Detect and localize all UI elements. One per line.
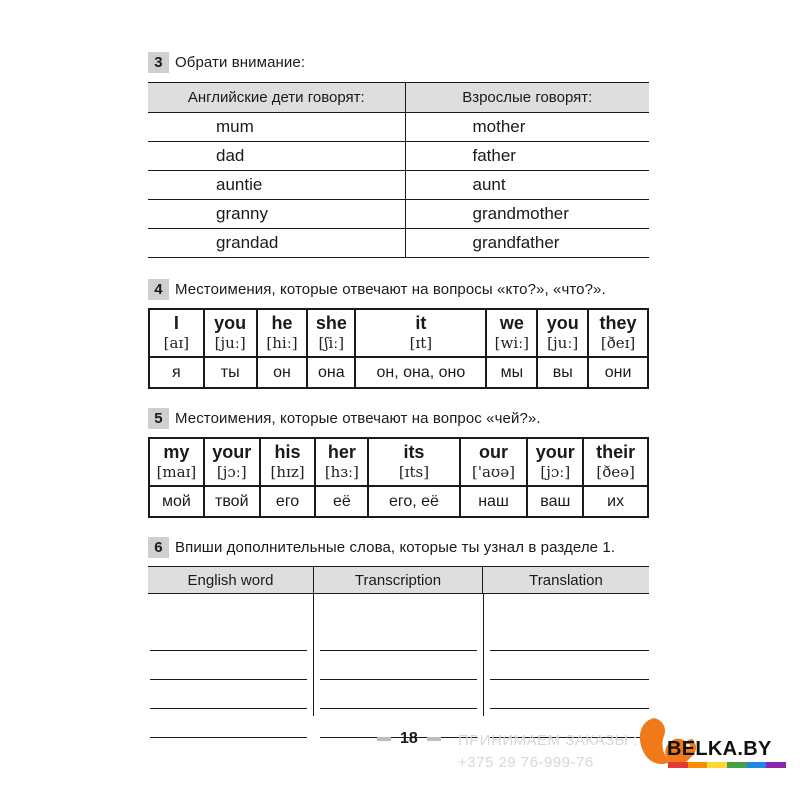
pronoun-transcription: [juː] <box>547 334 579 352</box>
pronoun-cell <box>486 309 537 357</box>
new-words-header <box>148 566 649 594</box>
pronoun-cell <box>460 438 528 486</box>
english-word-header: English word <box>148 567 314 593</box>
pronoun-cell <box>204 309 257 357</box>
pronoun-translation: вы <box>537 357 588 388</box>
exercise-5-number: 5 <box>148 408 169 429</box>
exercise-5-heading <box>148 408 541 429</box>
pronoun-cell <box>527 438 583 486</box>
table-row <box>148 171 649 200</box>
child-word: grandad <box>148 229 405 258</box>
table-row <box>148 229 649 258</box>
pronoun-transcription: [jɔː] <box>540 463 571 481</box>
child-word: dad <box>148 142 405 171</box>
child-word: mum <box>148 113 405 142</box>
exercise-6-number: 6 <box>148 537 169 558</box>
pronoun-transcription: [ɪt] <box>409 334 433 352</box>
pronoun-translation: мы <box>486 357 537 388</box>
page-number-dash-left <box>377 737 391 741</box>
pronoun-cell <box>149 438 204 486</box>
pronoun-translation: они <box>588 357 648 388</box>
pronoun-transcription: [juː] <box>214 334 246 352</box>
logo-text: BELKA.BY <box>667 738 772 760</box>
pronoun-transcription: [ðeɪ] <box>600 334 636 352</box>
watermark-line-2: +375 29 76-999-76 <box>458 754 594 771</box>
pronoun-word: its <box>403 442 425 462</box>
logo-stripes <box>668 762 786 768</box>
personal-pronouns-table <box>148 308 649 389</box>
pronoun-translation: он, она, оно <box>355 357 486 388</box>
transcription-header: Transcription <box>314 567 483 593</box>
page-number-dash-right <box>427 737 441 741</box>
pronoun-translation: твой <box>204 486 260 517</box>
pronoun-transcription: ['aʊə] <box>472 463 515 481</box>
pronoun-transcription: [hɪz] <box>270 463 305 481</box>
pronoun-word: she <box>315 313 347 333</box>
writing-line[interactable] <box>320 679 477 680</box>
column-divider <box>313 594 314 716</box>
watermark <box>458 730 638 774</box>
pronoun-cell <box>588 309 648 357</box>
pronoun-word: we <box>499 313 524 333</box>
writing-line[interactable] <box>150 708 307 709</box>
pronoun-cell <box>583 438 648 486</box>
stripe <box>688 762 708 768</box>
child-word: granny <box>148 200 405 229</box>
pronoun-cell <box>307 309 355 357</box>
stripe <box>727 762 747 768</box>
pronoun-cell <box>355 309 486 357</box>
pronoun-word: their <box>596 442 636 462</box>
pronoun-transcription: [hɜː] <box>324 463 359 481</box>
pronoun-cell <box>315 438 368 486</box>
exercise-3-heading <box>148 52 305 73</box>
pronoun-transcription: [aɪ] <box>163 334 190 352</box>
pronoun-word: you <box>546 313 579 333</box>
writing-line[interactable] <box>150 650 307 651</box>
pronoun-word: they <box>599 313 637 333</box>
stripe <box>766 762 786 768</box>
exercise-3-number: 3 <box>148 52 169 73</box>
pronoun-cell <box>204 438 260 486</box>
pronoun-translation: она <box>307 357 355 388</box>
adult-word: aunt <box>405 171 649 200</box>
page-number <box>368 730 450 748</box>
pronoun-translation: он <box>257 357 308 388</box>
pronoun-transcription: [ðeə] <box>596 463 635 481</box>
pronoun-transcription: [hiː] <box>266 334 298 352</box>
page-number-value: 18 <box>400 730 418 747</box>
pronoun-word: you <box>214 313 247 333</box>
pronoun-cell <box>257 309 308 357</box>
pronoun-translation: наш <box>460 486 528 517</box>
pronoun-word: my <box>163 442 190 462</box>
exercise-4-title: Местоимения, которые отвечают на вопросы «кто?», «что?». <box>175 281 606 298</box>
pronoun-word: your <box>212 442 252 462</box>
children-adults-table <box>148 82 649 258</box>
stripe <box>668 762 688 768</box>
child-word: auntie <box>148 171 405 200</box>
writing-line[interactable] <box>490 679 649 680</box>
column-divider <box>483 594 484 716</box>
pronoun-cell <box>368 438 459 486</box>
exercise-6-heading <box>148 537 615 558</box>
pronoun-translation: её <box>315 486 368 517</box>
possessive-pronouns-table <box>148 437 649 518</box>
children-say-header: Английские дети говорят: <box>148 83 405 113</box>
adults-say-header: Взрослые говорят: <box>405 83 649 113</box>
stripe <box>707 762 727 768</box>
pronoun-transcription: [ɪts] <box>398 463 430 481</box>
pronoun-word: I <box>173 313 179 333</box>
writing-line[interactable] <box>150 737 307 738</box>
pronoun-cell <box>149 309 204 357</box>
watermark-line-1: ПРИНИМАЕМ ЗАКАЗЫ : <box>458 732 638 749</box>
exercise-3-title: Обрати внимание: <box>175 54 306 71</box>
adult-word: father <box>405 142 649 171</box>
exercise-4-number: 4 <box>148 279 169 300</box>
pronoun-word: it <box>415 313 427 333</box>
pronoun-word: his <box>274 442 301 462</box>
exercise-4-heading <box>148 279 606 300</box>
table-row <box>148 113 649 142</box>
pronoun-word: her <box>327 442 356 462</box>
writing-area[interactable] <box>148 594 649 716</box>
pronoun-translation: его <box>260 486 316 517</box>
pronoun-translation: их <box>583 486 648 517</box>
pronoun-word: your <box>535 442 575 462</box>
adult-word: grandmother <box>405 200 649 229</box>
adult-word: mother <box>405 113 649 142</box>
pronoun-translation: я <box>149 357 204 388</box>
exercise-5-title: Местоимения, которые отвечают на вопрос «чей?». <box>175 410 541 427</box>
table-row <box>148 200 649 229</box>
writing-line[interactable] <box>320 708 477 709</box>
pronoun-word: our <box>479 442 508 462</box>
pronoun-translation: мой <box>149 486 204 517</box>
exercise-6-title: Впиши дополнительные слова, которые ты узнал в разделе 1. <box>175 539 616 556</box>
translation-header: Translation <box>529 571 603 589</box>
pronoun-transcription: [jɔː] <box>216 463 247 481</box>
pronoun-word: he <box>271 313 293 333</box>
pronoun-cell <box>260 438 316 486</box>
table-row <box>148 142 649 171</box>
new-words-table <box>148 566 649 716</box>
writing-line[interactable] <box>490 708 649 709</box>
pronoun-transcription: [ʃiː] <box>318 334 345 352</box>
writing-line[interactable] <box>320 650 477 651</box>
pronoun-translation: ваш <box>527 486 583 517</box>
pronoun-transcription: [wiː] <box>494 334 530 352</box>
writing-line[interactable] <box>490 650 649 651</box>
adult-word: grandfather <box>405 229 649 258</box>
stripe <box>747 762 767 768</box>
pronoun-transcription: [maɪ] <box>156 463 197 481</box>
writing-line[interactable] <box>150 679 307 680</box>
pronoun-cell <box>537 309 588 357</box>
pronoun-translation: ты <box>204 357 257 388</box>
pronoun-translation: его, её <box>368 486 459 517</box>
